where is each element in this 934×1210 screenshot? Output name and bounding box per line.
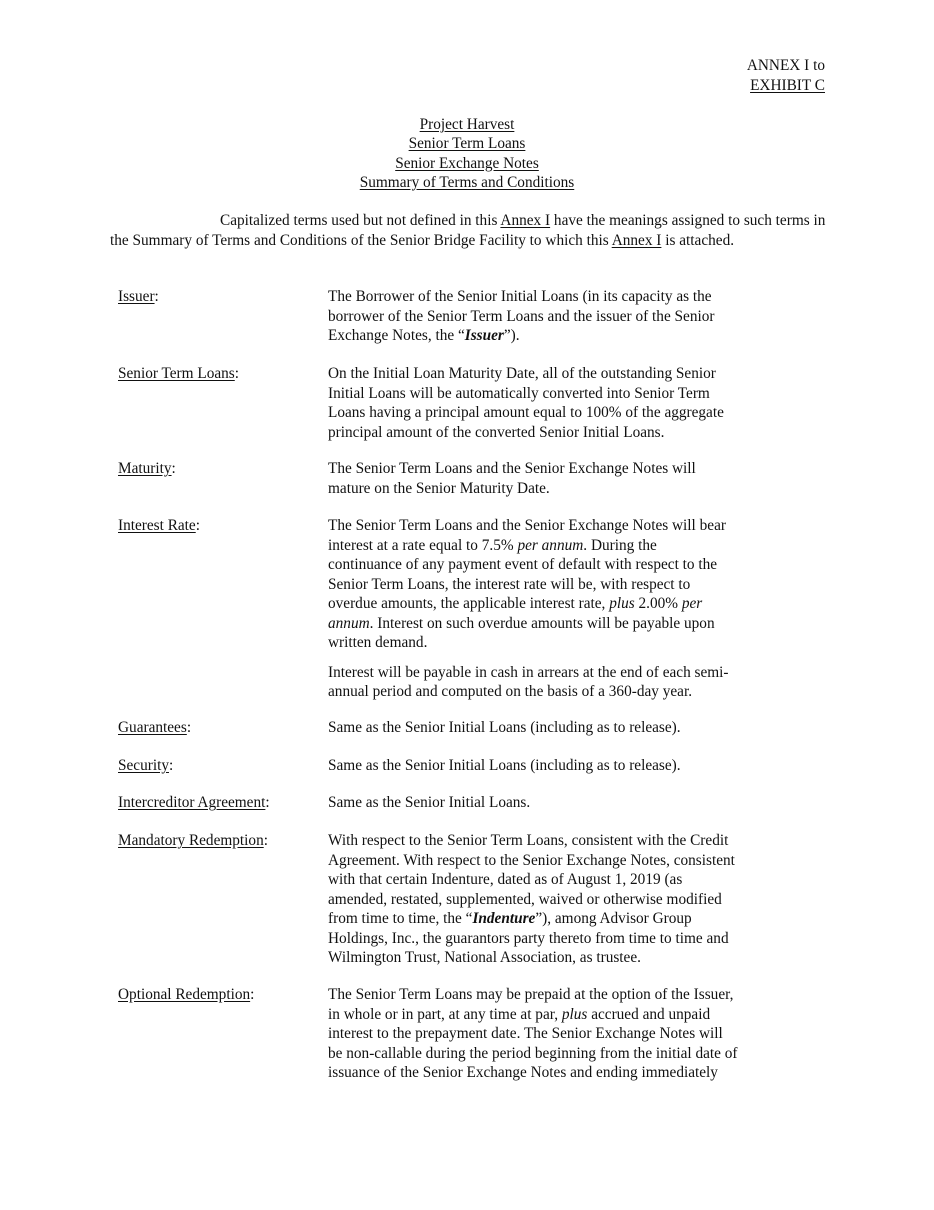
term-body: Same as the Senior Initial Loans. (328, 794, 531, 811)
term-label: Issuer: (118, 288, 159, 305)
annex-reference: Annex I (500, 212, 551, 229)
term-body: Same as the Senior Initial Loans (including as to release). (328, 757, 681, 774)
term-body: The Borrower of the Senior Initial Loans (in its capacity as the borrower of the Senior Term Loans and the issuer of the Senior Exchange Notes, the “Issuer”). (328, 288, 715, 344)
term-label: Mandatory Redemption: (118, 832, 268, 849)
term-body: On the Initial Loan Maturity Date, all of the outstanding Senior Initial Loans will be automatically converted into Senior Term Loans having a principal amount equal to 100% of the aggregate principal amount of the converted Senior Initial Loans. (328, 365, 724, 441)
term-label: Maturity: (118, 460, 176, 477)
term-label: Senior Term Loans: (118, 365, 240, 382)
term-body: With respect to the Senior Term Loans, consistent with the Credit Agreement. With respect to the Senior Exchange Notes, consistent with that certain Indenture, dated as of August 1, 2019 (as amended, restated, supplemented, waived or otherwise modified from time to time, the “Indenture”), among Advisor Group Holdings, Inc., the guarantors party thereto from time to time and Wilmington Trust, National Association, as trustee. (328, 832, 735, 966)
term-body: The Senior Term Loans and the Senior Exchange Notes will mature on the Senior Maturity Date. (328, 460, 696, 497)
title-line: Project Harvest (419, 116, 515, 133)
title-line: Summary of Terms and Conditions (359, 173, 575, 191)
annex-reference: Annex I (611, 231, 662, 249)
title-line: Senior Term Loans (408, 135, 526, 153)
document-title (0, 115, 934, 192)
term-label: Guarantees: (118, 719, 192, 736)
term-label: Optional Redemption: (118, 986, 255, 1003)
defined-term: Indenture (472, 910, 536, 927)
term-body: The Senior Term Loans may be prepaid at the option of the Issuer, in whole or in part, at any time at par, plus accrued and unpaid interest to the prepayment date. The Senior Exchange Notes will be non-callable during the period beginning from the initial date of issuance of the Senior Exchange Notes and ending immediately (328, 986, 738, 1081)
term-body: The Senior Term Loans and the Senior Exchange Notes will bear interest at a rate equal to 7.5% per annum. During the continuance of any payment event of default with respect to the Senior Term Loans, the interest rate will be, with respect to overdue amounts, the applicable interest rate, plus 2.00% per annum. Interest on such overdue amounts will be payable upon written demand. Interest will be payable in cash in arrears at the end of each semi- annual period and computed on the basis of a 360-day year. (328, 517, 729, 700)
title-line: Senior Exchange Notes (395, 154, 539, 172)
intro-paragraph: Capitalized terms used but not defined in this Annex I have the meanings assigned to such terms in the Summary of Terms and Conditions of the Senior Bridge Facility to which this Annex I is attached. (110, 212, 826, 249)
term-body: Same as the Senior Initial Loans (including as to release). (328, 719, 681, 736)
term-label: Interest Rate: (118, 517, 200, 534)
annex-line-2: EXHIBIT C (750, 76, 825, 94)
defined-term: Issuer (464, 327, 504, 344)
term-label: Intercreditor Agreement: (118, 794, 270, 811)
annex-label (747, 56, 825, 95)
annex-line-1: ANNEX I to (746, 57, 825, 74)
term-label: Security: (118, 757, 174, 774)
